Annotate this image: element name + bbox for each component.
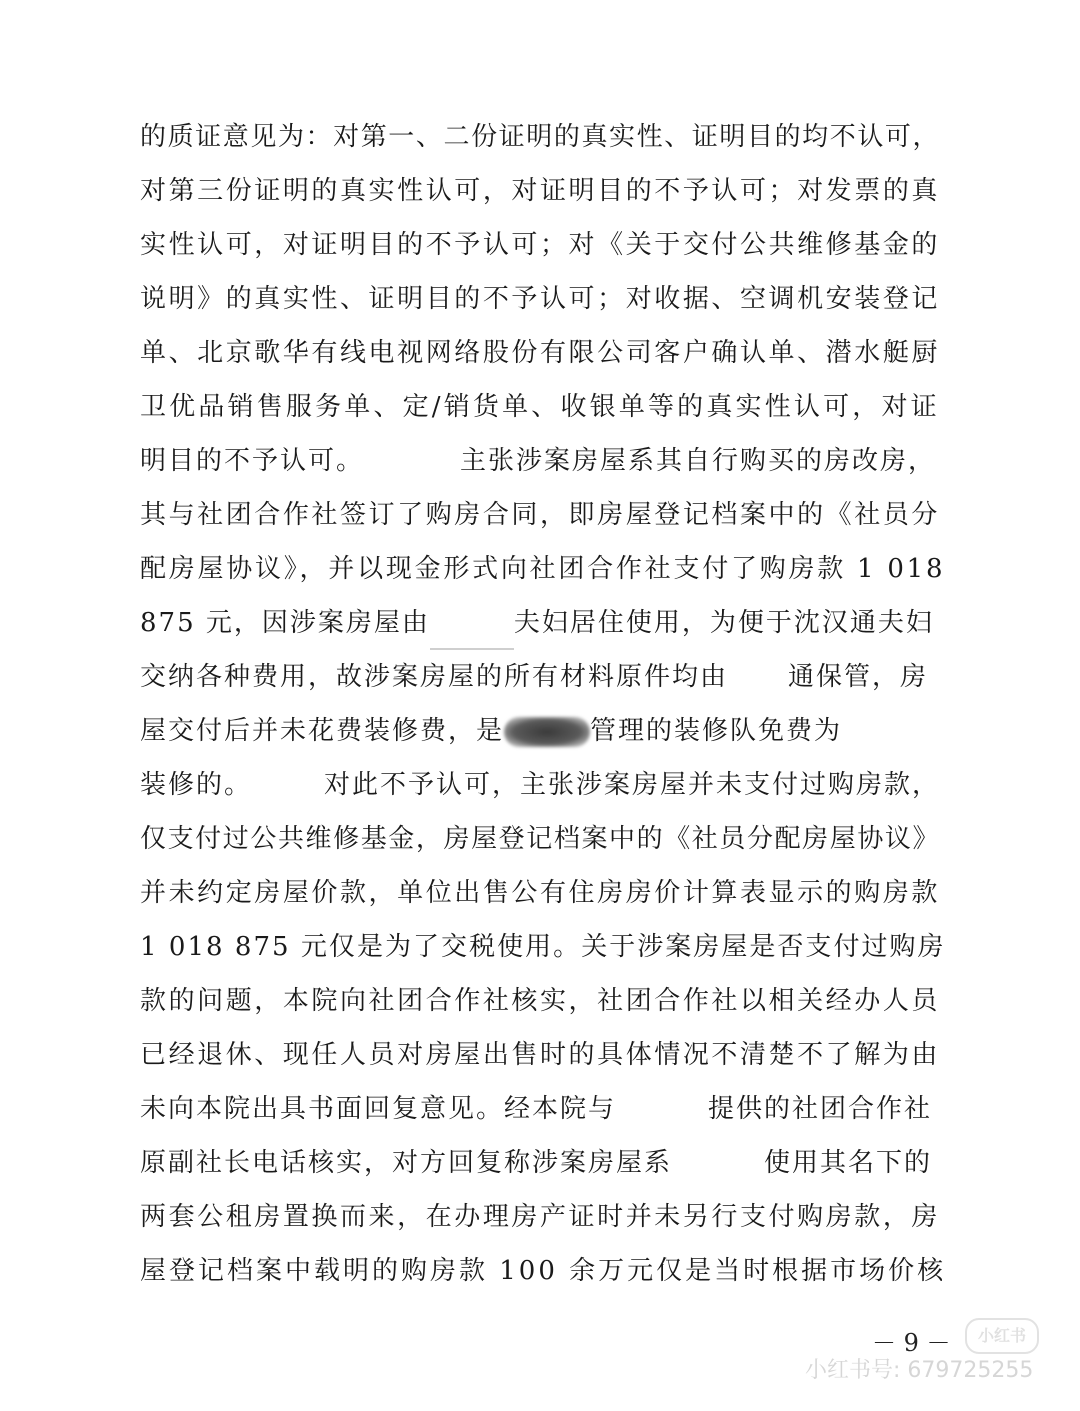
text-line-7 bbox=[140, 434, 936, 488]
text-segment: 对此不予认可，主张涉案房屋并未支付过购房款， bbox=[324, 770, 941, 800]
redaction-blank bbox=[430, 608, 514, 650]
text-segment: 明目的不予认可。 bbox=[140, 446, 365, 476]
text-line-21: 两套公租房置换而来，在办理房产证时并未另行支付购房款，房 bbox=[140, 1202, 940, 1232]
text-segment: 提供的社团合作社 bbox=[708, 1094, 933, 1124]
text-line-14: 仅支付过公共维修基金，房屋登记档案中的《社员分配房屋协议》 bbox=[140, 824, 941, 854]
text-line-12 bbox=[140, 704, 842, 758]
text-line-6: 卫优品销售服务单、定/销货单、收银单等的真实性认可，对证 bbox=[140, 392, 940, 422]
text-line-1: 的质证意见为：对第一、二份证明的真实性、证明目的均不认可， bbox=[140, 122, 941, 152]
text-line-17: 款的问题，本院向社团合作社核实，社团合作社以相关经办人员 bbox=[140, 986, 940, 1016]
text-segment: 交纳各种费用，故涉案房屋的所有材料原件均由 bbox=[140, 662, 729, 692]
text-line-20 bbox=[140, 1136, 932, 1190]
text-line-8: 其与社团合作社签订了购房合同，即房屋登记档案中的《社员分 bbox=[140, 500, 940, 530]
text-line-18: 已经退休、现任人员对房屋出售时的具体情况不清楚不了解为由 bbox=[140, 1040, 940, 1070]
text-line-9: 配房屋协议》，并以现金形式向社团合作社支付了购房款 1 018 bbox=[140, 554, 946, 584]
watermark-logo: 小红书 bbox=[965, 1318, 1039, 1354]
text-segment: 未向本院出具书面回复意见。经本院与 bbox=[140, 1094, 617, 1124]
redaction-smudge bbox=[504, 717, 590, 747]
text-segment: 屋交付后并未花费装修费，是 bbox=[140, 716, 505, 746]
text-segment: 原副社长电话核实，对方回复称涉案房屋系 bbox=[140, 1148, 673, 1178]
text-segment: 通保管，房 bbox=[788, 662, 929, 692]
text-line-22: 屋登记档案中载明的购房款 100 余万元仅是当时根据市场价核 bbox=[140, 1256, 947, 1286]
text-segment: 夫妇居住使用，为便于沈汉通夫妇 bbox=[513, 608, 934, 638]
text-line-4: 说明》的真实性、证明目的不予认可；对收据、空调机安装登记 bbox=[140, 284, 940, 314]
watermark-text: 小红书号: 679725255 bbox=[805, 1358, 1034, 1383]
text-line-11 bbox=[140, 650, 928, 704]
text-line-16: 1 018 875 元仅是为了交税使用。关于涉案房屋是否支付过购房 bbox=[140, 932, 946, 962]
text-line-5: 单、北京歌华有线电视网络股份有限公司客户确认单、潜水艇厨 bbox=[140, 338, 940, 368]
text-line-15: 并未约定房屋价款，单位出售公有住房房价计算表显示的购房款 bbox=[140, 878, 940, 908]
text-line-19 bbox=[140, 1082, 932, 1136]
text-segment: 装修的。 bbox=[140, 770, 253, 800]
page-number: － 9 － bbox=[872, 1329, 951, 1357]
text-segment: 使用其名下的 bbox=[764, 1148, 933, 1178]
text-segment: 管理的装修队免费为 bbox=[590, 716, 843, 746]
text-line-3: 实性认可，对证明目的不予认可；对《关于交付公共维修基金的 bbox=[140, 230, 940, 260]
text-line-2: 对第三份证明的真实性认可，对证明目的不予认可；对发票的真 bbox=[140, 176, 940, 206]
text-segment: 主张涉案房屋系其自行购买的房改房， bbox=[460, 446, 937, 476]
text-line-10 bbox=[140, 596, 934, 650]
text-line-13 bbox=[140, 758, 940, 812]
text-segment: 875 元，因涉案房屋由 bbox=[140, 608, 430, 638]
